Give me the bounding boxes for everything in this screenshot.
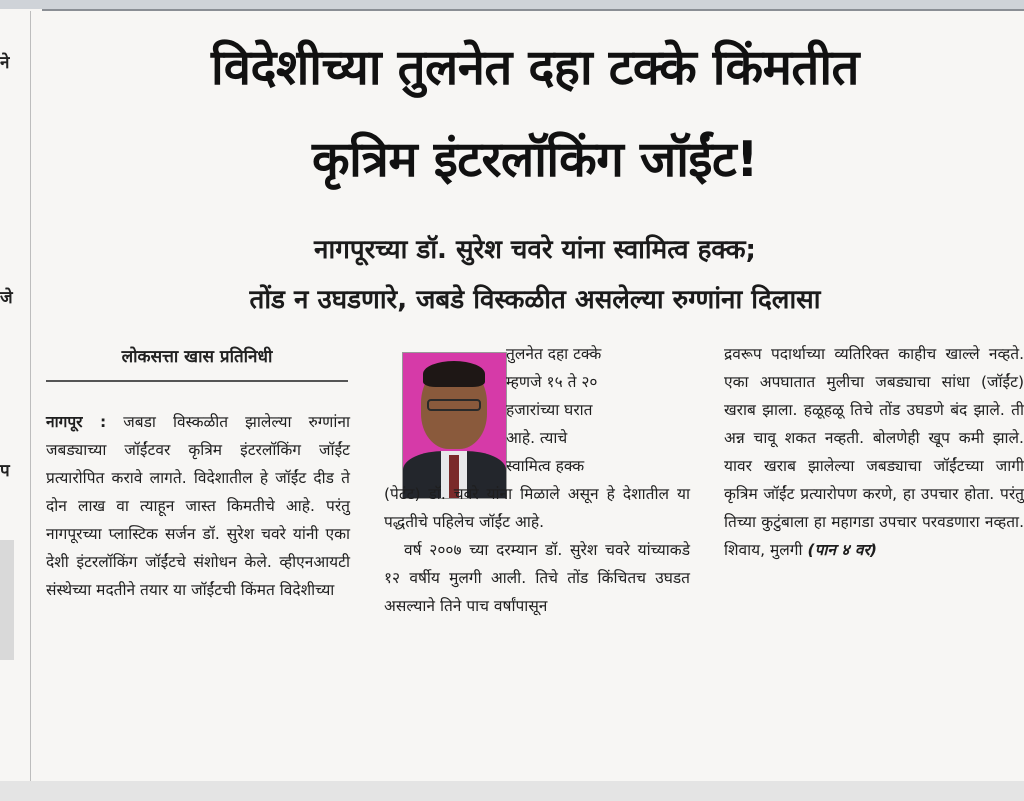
left-fragment: प bbox=[0, 461, 10, 481]
adjacent-article-box bbox=[0, 540, 14, 660]
subheadline-line-2: तोंड न उघडणारे, जबडे विस्कळीत असलेल्या रुग्णांना दिलासा bbox=[249, 285, 821, 315]
column-1-text: जबडा विस्कळीत झालेल्या रुग्णांना जबड्याच्या जॉईंटवर कृत्रिम इंटरलॉकिंग जॉईंट प्रत्यारोपित करावे लागते. विदेशातील हे जॉईंट दीड ते दोन लाख वा त्याहून जास्त किमतीचे आहे. परंतु नागपूरच्या प्लास्टिक सर्जन डॉ. सुरेश चवरे यांनी एका देशी इंटरलॉकिंग जॉईंटचे संशोधन केले. व्हीएनआयटी संस्थेच्या मदतीने तयार या जॉईंटची किंमत विदेशीच्या bbox=[46, 413, 350, 599]
wrap-line: तुलनेत दहा टक्के bbox=[506, 345, 602, 363]
headline-line-2: कृत्रिम इंटरलॉकिंग जॉईंट! bbox=[311, 131, 759, 188]
byline-rule bbox=[46, 380, 348, 382]
wrap-line: म्हणजे १५ ते २० bbox=[506, 373, 598, 391]
wrap-line: आहे. त्याचे bbox=[506, 429, 568, 447]
column-2-paragraph-1: (पेटंट) डॉ. चवरे यांना मिळाले असून हे देशातील या पद्धतीचे पहिलेच जॉईंट आहे. bbox=[384, 485, 690, 531]
byline: लोकसत्ता खास प्रतिनिधी bbox=[121, 347, 273, 367]
column-3-text: द्रवरूप पदार्थाच्या व्यतिरिक्त काहीच खाल्ले नव्हते. एका अपघातात मुलीचा जबड्याचा सांधा (जॉईंट) खराब झाला. हळूहळू तिचे तोंड उघडणे बंद झाले. ती अन्न चावू शकत नव्हती. बोलणेही खूप कमी झाले. यावर खराब झालेल्या जबड्याचा जॉईंटच्या जागी कृत्रिम जॉईंट प्रत्यारोपण करणे, हा उपचार होता. परंतु तिच्या कुटुंबाला हा महागडा उपचार परवडणारा नव्हता. शिवाय, मुलगी bbox=[724, 345, 1024, 559]
left-fragment: जे bbox=[0, 288, 13, 308]
column-2-paragraph-2: वर्ष २००७ च्या दरम्यान डॉ. सुरेश चवरे यांच्याकडे १२ वर्षीय मुलगी आली. तिचे तोंड किंचितच उघडत असल्याने तिने पाच वर्षांपासून bbox=[384, 541, 690, 615]
left-fragment: ने bbox=[0, 53, 10, 73]
article-column-2 bbox=[384, 340, 690, 620]
wrap-line: स्वामित्व हक्क bbox=[506, 457, 585, 475]
subheadline-line-1: नागपूरच्या डॉ. सुरेश चवरे यांना स्वामित्व हक्क; bbox=[314, 235, 756, 265]
column-3-paragraph bbox=[724, 340, 1024, 564]
column-1-paragraph bbox=[46, 408, 350, 604]
wrap-line: हजारांच्या घरात bbox=[506, 401, 593, 419]
headline-line-1: विदेशीच्या तुलनेत दहा टक्के किंमतीत bbox=[211, 39, 859, 96]
bottom-strip bbox=[0, 781, 1024, 801]
photo-wrap-text bbox=[506, 340, 690, 480]
article-column-1 bbox=[46, 408, 350, 604]
continued-reference: (पान ४ वर) bbox=[807, 541, 877, 559]
top-border-strip bbox=[0, 0, 1024, 9]
article-column-3 bbox=[724, 340, 1024, 564]
dateline: नागपूर : bbox=[46, 413, 107, 431]
column-divider bbox=[30, 11, 31, 801]
top-rule bbox=[42, 9, 1024, 11]
